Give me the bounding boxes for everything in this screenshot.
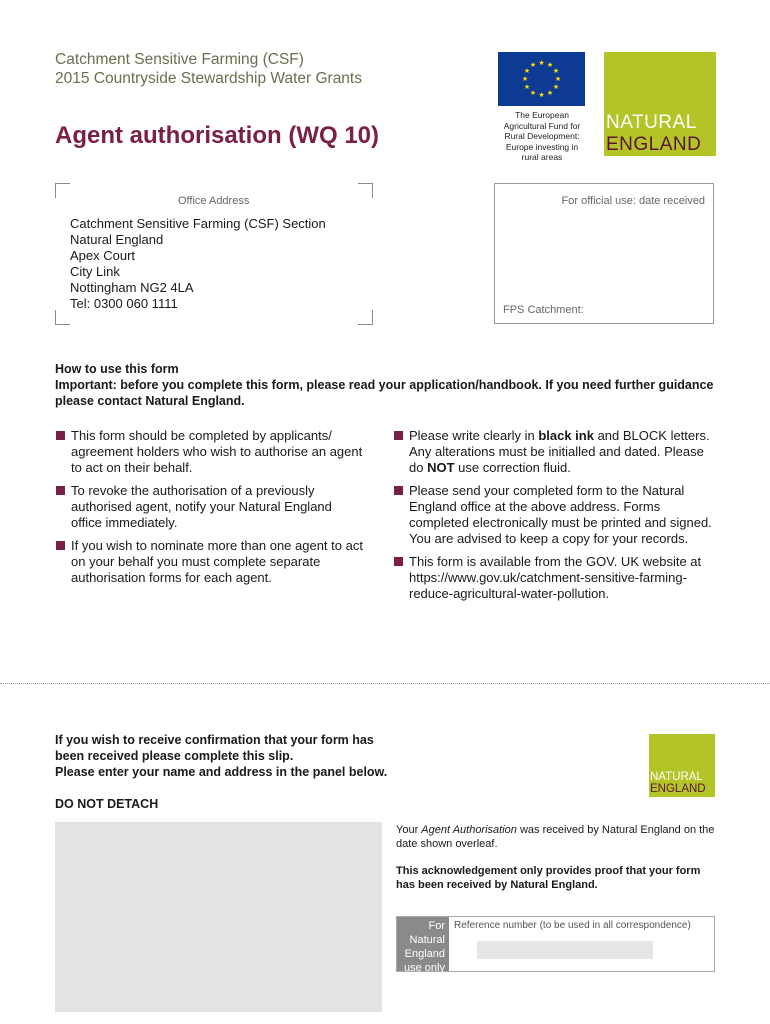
svg-text:★: ★ [546, 62, 554, 69]
item-text: This form is available from the GOV. UK website at https://www.gov.uk/catchment-sensitive-farming-reduce-agricultural-water-pollution. [409, 554, 702, 601]
reference-number-field[interactable] [477, 941, 653, 959]
logo-england: ENGLAND [650, 783, 706, 795]
address-line: Tel: 0300 060 1111 [70, 296, 178, 311]
svg-text:★: ★ [538, 92, 545, 99]
reference-label: Reference number (to be used in all correspondence) [454, 920, 691, 931]
list-item [56, 483, 366, 531]
frame-corner [55, 183, 70, 198]
bullet-icon [394, 557, 403, 566]
item-text: Please send your completed form to the Natural England office at the above address. Forms completed electronically must be printed and signed. You are advised to keep a copy for your records. [409, 483, 712, 546]
svg-text:★: ★ [552, 84, 560, 91]
svg-text:★: ★ [521, 76, 529, 83]
fps-catchment-label: FPS Catchment: [503, 304, 584, 316]
svg-text:★: ★ [529, 62, 537, 69]
svg-text:★: ★ [554, 76, 562, 83]
ack-pre: Your [396, 824, 422, 836]
bullet-icon [56, 541, 65, 550]
name-address-panel[interactable] [55, 822, 382, 1012]
svg-text:★: ★ [529, 90, 537, 97]
slip-line: If you wish to receive confirmation that your form has [55, 733, 374, 747]
item-text-c: and BLOCK letters. Any alterations must be initialled and dated. Please do [409, 428, 710, 475]
svg-text:★: ★ [538, 60, 545, 67]
official-use-box[interactable] [494, 183, 714, 324]
list-item [56, 538, 366, 586]
header-subtitle [55, 50, 362, 88]
acknowledgement-text [396, 823, 716, 851]
eu-text-line: Rural Development: [504, 131, 580, 141]
bullet-icon [394, 431, 403, 440]
svg-text:★: ★ [546, 90, 554, 97]
tab-line: England [404, 948, 445, 960]
slip-line: Please enter your name and address in the panel below. [55, 765, 388, 779]
important-note: Important: before you complete this form, please read your application/handbook. If you need further guidance please contact Natural England. [55, 378, 714, 408]
acknowledgement-note: This acknowledgement only provides proof that your form has been received by Natural England. [396, 865, 701, 891]
date-received-label: For official use: date received [561, 195, 705, 207]
eu-text-line: Europe investing in [505, 141, 579, 152]
eu-text-line: rural areas [521, 152, 563, 162]
official-use-tab [397, 917, 449, 974]
eu-fund-text [492, 110, 592, 163]
address-line: Nottingham NG2 4LA [70, 280, 194, 295]
svg-text:★: ★ [523, 84, 531, 91]
bullet-icon [56, 486, 65, 495]
list-item [56, 428, 366, 476]
how-to-section [55, 361, 715, 409]
list-item [394, 428, 714, 476]
item-text: This form should be completed by applicants/ agreement holders who wish to authorise an agent to act on their behalf. [71, 428, 363, 475]
item-text-a: Please write clearly in [409, 428, 539, 443]
address-line: Apex Court [70, 248, 136, 263]
item-text: To revoke the authorisation of a previously authorised agent, notify your Natural England office immediately. [71, 483, 332, 530]
eu-text-line: The European [515, 110, 569, 120]
list-item [394, 554, 714, 602]
address-line: Natural England [70, 232, 164, 247]
tab-line: For [428, 920, 445, 932]
natural-england-logo [604, 52, 716, 156]
instructions-right [394, 428, 714, 609]
ack-em: Agent Authorisation [421, 824, 517, 836]
eu-flag-icon [498, 52, 585, 106]
header-line-2: 2015 Countryside Stewardship Water Grants [55, 70, 362, 87]
svg-text:★: ★ [523, 68, 531, 75]
slip-line: been received please complete this slip. [55, 749, 294, 763]
logo-natural: NATURAL [650, 771, 703, 783]
frame-corner [358, 183, 373, 198]
office-address-label: Office Address [178, 195, 250, 207]
office-address [70, 216, 326, 312]
frame-corner [55, 310, 70, 325]
frame-corner [358, 310, 373, 325]
item-text-d: NOT [427, 460, 455, 475]
bullet-icon [56, 431, 65, 440]
list-item [394, 483, 714, 547]
ack-post: was received by Natural England on the date shown overleaf. [396, 824, 715, 850]
do-not-detach: DO NOT DETACH [55, 797, 159, 811]
bullet-icon [394, 486, 403, 495]
instructions-left [56, 428, 366, 593]
natural-england-logo-small [649, 734, 715, 797]
eu-text-line: Agricultural Fund for [503, 120, 581, 131]
slip-instructions [55, 732, 415, 780]
detach-divider [0, 683, 770, 684]
svg-text:★: ★ [552, 68, 560, 75]
address-line: City Link [70, 264, 120, 279]
item-text-e: use correction fluid. [454, 460, 571, 475]
page-title: Agent authorisation (WQ 10) [55, 122, 379, 149]
address-line: Catchment Sensitive Farming (CSF) Section [70, 216, 326, 231]
how-to-heading: How to use this form [55, 362, 179, 376]
header-line-1: Catchment Sensitive Farming (CSF) [55, 51, 304, 68]
item-text-b: black ink [538, 428, 594, 443]
reference-box [396, 916, 715, 972]
tab-line: use only [404, 962, 445, 974]
tab-line: Natural [409, 934, 445, 946]
logo-england: ENGLAND [606, 134, 702, 155]
logo-natural: NATURAL [606, 112, 697, 133]
item-text: If you wish to nominate more than one agent to act on your behalf you must complete separate authorisation forms for each agent. [71, 538, 363, 585]
